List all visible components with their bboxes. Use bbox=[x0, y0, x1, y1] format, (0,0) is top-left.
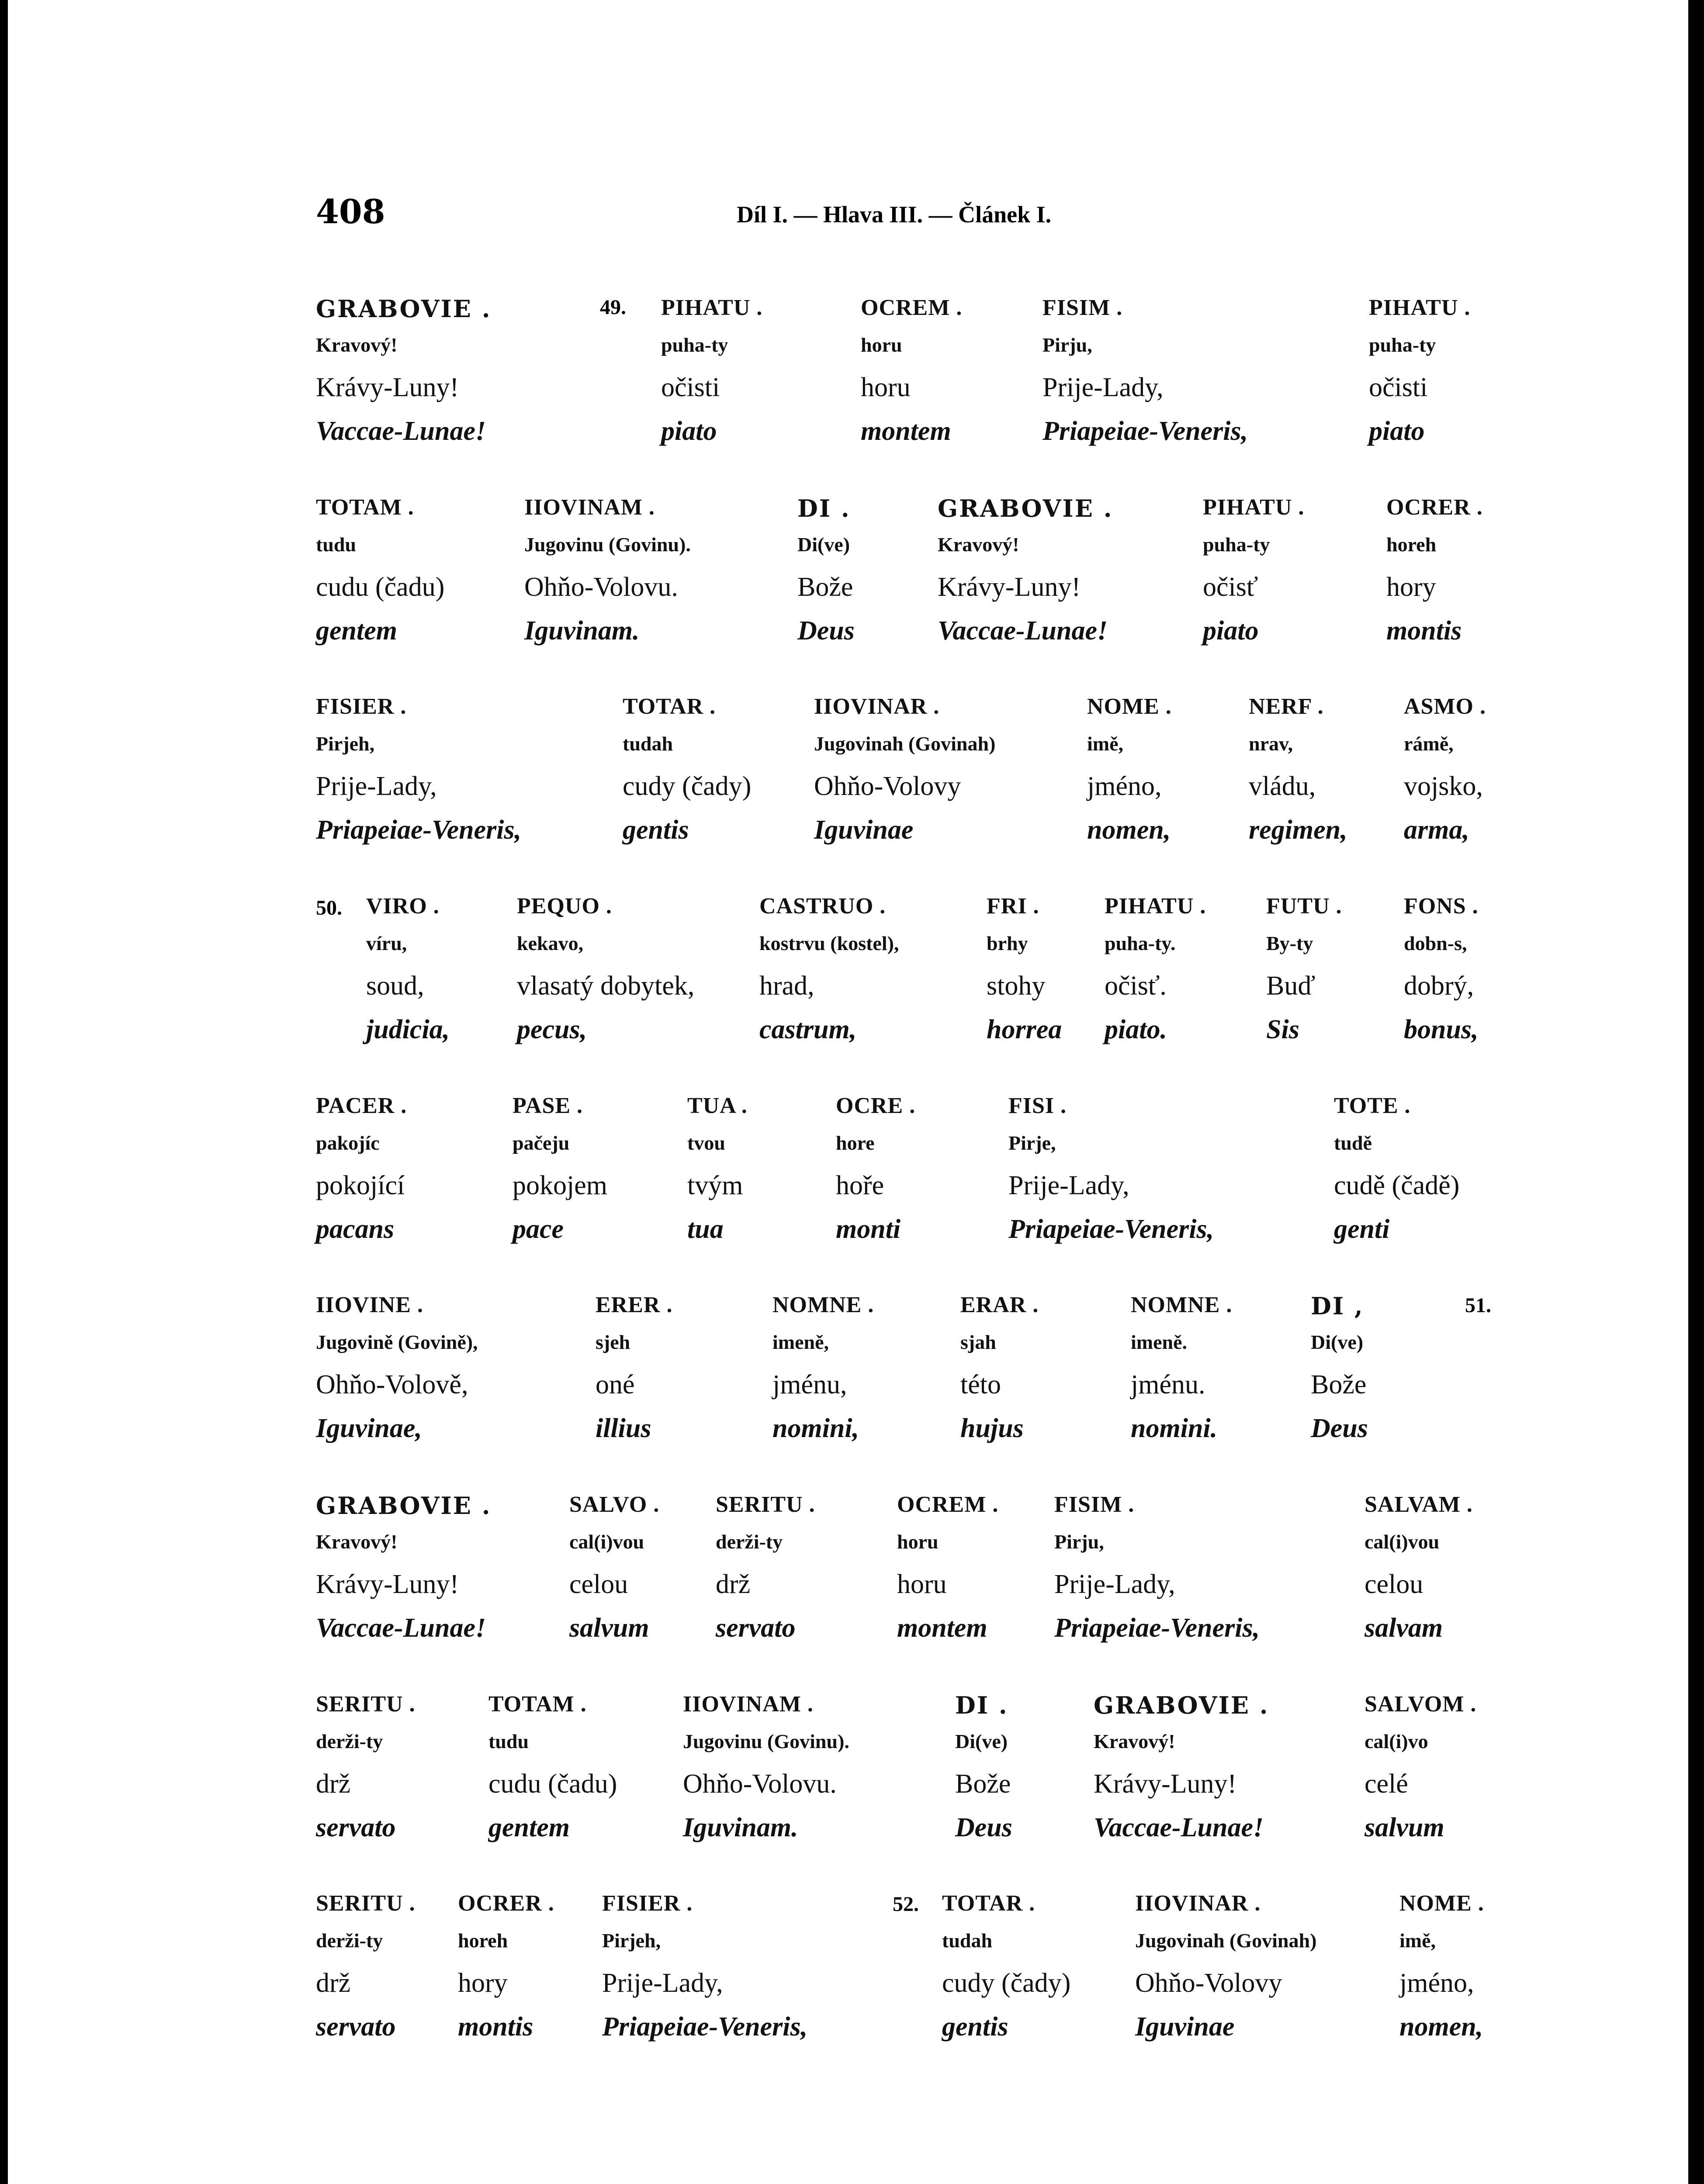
latin-gloss: Priapeiae-Veneris, bbox=[1042, 416, 1248, 446]
transliteration: kostrvu (kostel), bbox=[759, 932, 899, 954]
czech-gloss: oné bbox=[596, 1370, 635, 1400]
transliteration: imě, bbox=[1087, 733, 1124, 755]
czech-gloss: Ohňo-Volově, bbox=[316, 1370, 468, 1400]
transliteration: Kravový! bbox=[1094, 1730, 1175, 1752]
umbrian-word: GRABOVIE . bbox=[1094, 1691, 1269, 1719]
latin-gloss: Vaccae-Lunae! bbox=[316, 1613, 486, 1643]
czech-gloss: Krávy-Luny! bbox=[316, 1569, 459, 1599]
umbrian-word: PASE . bbox=[513, 1093, 583, 1118]
umbrian-word: SALVAM . bbox=[1365, 1492, 1473, 1517]
transliteration: cal(i)vo bbox=[1365, 1730, 1428, 1752]
transliteration: puha-ty bbox=[661, 334, 728, 356]
umbrian-word: NERF . bbox=[1249, 694, 1324, 719]
czech-gloss: horu bbox=[897, 1569, 947, 1599]
transliteration: tudah bbox=[623, 733, 673, 755]
czech-gloss: jménu, bbox=[772, 1370, 847, 1400]
transliteration: By-ty bbox=[1266, 932, 1313, 954]
latin-gloss: gentem bbox=[316, 616, 397, 646]
transliteration: Jugovinu (Govinu). bbox=[683, 1730, 849, 1752]
umbrian-word: TOTAM . bbox=[488, 1692, 587, 1717]
transliteration: Jugovinah (Govinah) bbox=[1135, 1929, 1317, 1952]
umbrian-word: NOMNE . bbox=[1131, 1292, 1233, 1317]
transliteration: Jugovině (Govině), bbox=[316, 1331, 478, 1353]
umbrian-word: DI . bbox=[797, 494, 851, 522]
czech-gloss: této bbox=[960, 1370, 1001, 1400]
czech-gloss: Prije-Lady, bbox=[1042, 373, 1164, 402]
transliteration: pačeju bbox=[513, 1132, 570, 1154]
umbrian-word: SERITU . bbox=[316, 1891, 416, 1916]
latin-gloss: nomini, bbox=[772, 1413, 859, 1443]
transliteration: dobn-s, bbox=[1404, 932, 1467, 954]
umbrian-word: ERER . bbox=[596, 1292, 673, 1317]
latin-gloss: judicia, bbox=[366, 1015, 450, 1044]
umbrian-word: CASTRUO . bbox=[759, 894, 886, 919]
czech-gloss: Ohňo-Volovu. bbox=[524, 572, 678, 602]
czech-gloss: soud, bbox=[366, 971, 424, 1001]
latin-gloss: hujus bbox=[960, 1413, 1024, 1443]
czech-gloss: vojsko, bbox=[1404, 771, 1483, 801]
czech-gloss: Krávy-Luny! bbox=[938, 572, 1081, 602]
czech-gloss: Ohňo-Volovy bbox=[814, 771, 961, 801]
czech-gloss: drž bbox=[316, 1968, 351, 1998]
latin-gloss: Iguvinae, bbox=[316, 1413, 422, 1443]
running-head: Díl I. — Hlava III. — Článek I. bbox=[737, 201, 1052, 228]
umbrian-word: IIOVINAM . bbox=[683, 1692, 814, 1717]
czech-gloss: cudu (čadu) bbox=[488, 1769, 617, 1799]
umbrian-word: SALVOM . bbox=[1365, 1692, 1477, 1717]
page-number: 408 bbox=[316, 192, 385, 231]
transliteration: Kravový! bbox=[316, 334, 398, 356]
latin-gloss: salvum bbox=[1365, 1813, 1444, 1842]
umbrian-word: FISIM . bbox=[1042, 295, 1123, 320]
verse-number: 51. bbox=[1465, 1294, 1491, 1317]
umbrian-word: FISIER . bbox=[316, 694, 407, 719]
czech-gloss: celou bbox=[569, 1569, 628, 1599]
transliteration: Pirju, bbox=[1042, 334, 1092, 356]
latin-gloss: bonus, bbox=[1404, 1015, 1479, 1044]
transliteration: Di(ve) bbox=[797, 533, 850, 556]
czech-gloss: Prije-Lady, bbox=[1008, 1171, 1129, 1200]
latin-gloss: montem bbox=[897, 1613, 987, 1643]
page bbox=[8, 0, 1688, 2184]
umbrian-word: PIHATU . bbox=[661, 295, 763, 320]
umbrian-word: PEQUO . bbox=[517, 894, 612, 919]
transliteration: tudu bbox=[488, 1730, 529, 1752]
latin-gloss: castrum, bbox=[759, 1015, 857, 1044]
czech-gloss: očisť. bbox=[1105, 971, 1167, 1001]
latin-gloss: Deus bbox=[955, 1813, 1012, 1842]
czech-gloss: stohy bbox=[987, 971, 1046, 1001]
umbrian-word: GRABOVIE . bbox=[938, 494, 1113, 522]
czech-gloss: jménu. bbox=[1131, 1370, 1205, 1400]
umbrian-word: ASMO . bbox=[1404, 694, 1486, 719]
latin-gloss: Iguvinae bbox=[1135, 2012, 1235, 2042]
latin-gloss: servato bbox=[316, 2012, 396, 2042]
transliteration: sjeh bbox=[596, 1331, 630, 1353]
latin-gloss: pacans bbox=[316, 1214, 395, 1244]
transliteration: horu bbox=[897, 1531, 939, 1553]
latin-gloss: illius bbox=[596, 1413, 651, 1443]
transliteration: cal(i)vou bbox=[1365, 1531, 1440, 1553]
czech-gloss: Ohňo-Volovu. bbox=[683, 1769, 837, 1799]
transliteration: derži-ty bbox=[316, 1730, 383, 1752]
umbrian-word: ERAR . bbox=[960, 1292, 1039, 1317]
latin-gloss: gentis bbox=[942, 2012, 1008, 2042]
umbrian-word: TOTAR . bbox=[942, 1891, 1036, 1916]
czech-gloss: hory bbox=[458, 1968, 508, 1998]
czech-gloss: horu bbox=[861, 373, 911, 402]
czech-gloss: cudy (čady) bbox=[623, 771, 752, 801]
latin-gloss: montis bbox=[458, 2012, 533, 2042]
umbrian-word: NOMNE . bbox=[772, 1292, 874, 1317]
czech-gloss: očisti bbox=[661, 373, 720, 402]
umbrian-word: VIRO . bbox=[366, 894, 440, 919]
transliteration: Pirje, bbox=[1008, 1132, 1056, 1154]
transliteration: tudě bbox=[1334, 1132, 1372, 1154]
transliteration: puha-ty bbox=[1369, 334, 1436, 356]
latin-gloss: horrea bbox=[987, 1015, 1062, 1044]
latin-gloss: Deus bbox=[797, 616, 855, 646]
transliteration: sjah bbox=[960, 1331, 996, 1353]
latin-gloss: piato bbox=[661, 416, 717, 446]
czech-gloss: Krávy-Luny! bbox=[1094, 1769, 1237, 1799]
umbrian-word: IIOVINAR . bbox=[814, 694, 940, 719]
transliteration: Kravový! bbox=[938, 533, 1019, 556]
umbrian-word: FONS . bbox=[1404, 894, 1479, 919]
umbrian-word: SERITU . bbox=[316, 1692, 416, 1717]
czech-gloss: hoře bbox=[836, 1171, 884, 1200]
latin-gloss: gentem bbox=[488, 1813, 570, 1842]
transliteration: tvou bbox=[687, 1132, 725, 1154]
umbrian-word: TOTE . bbox=[1334, 1093, 1411, 1118]
czech-gloss: očisti bbox=[1369, 373, 1428, 402]
umbrian-word: TUA . bbox=[687, 1093, 748, 1118]
latin-gloss: pace bbox=[513, 1214, 564, 1244]
latin-gloss: servato bbox=[316, 1813, 396, 1842]
latin-gloss: Vaccae-Lunae! bbox=[938, 616, 1108, 646]
transliteration: Pirjeh, bbox=[602, 1929, 661, 1952]
latin-gloss: tua bbox=[687, 1214, 724, 1244]
transliteration: Kravový! bbox=[316, 1531, 398, 1553]
umbrian-word: TOTAM . bbox=[316, 495, 414, 520]
umbrian-word: IIOVINAM . bbox=[524, 495, 655, 520]
czech-gloss: drž bbox=[716, 1569, 751, 1599]
czech-gloss: cudu (čadu) bbox=[316, 572, 445, 602]
czech-gloss: vlasatý dobytek, bbox=[517, 971, 695, 1001]
czech-gloss: jméno, bbox=[1087, 771, 1162, 801]
transliteration: kekavo, bbox=[517, 932, 584, 954]
umbrian-word: PIHATU . bbox=[1203, 495, 1305, 520]
transliteration: horeh bbox=[458, 1929, 508, 1952]
transliteration: Jugovinu (Govinu). bbox=[524, 533, 691, 556]
czech-gloss: Prije-Lady, bbox=[316, 771, 437, 801]
czech-gloss: drž bbox=[316, 1769, 351, 1799]
transliteration: horu bbox=[861, 334, 902, 356]
czech-gloss: cudy (čady) bbox=[942, 1968, 1071, 1998]
czech-gloss: cudě (čadě) bbox=[1334, 1171, 1460, 1200]
umbrian-word: FUTU . bbox=[1266, 894, 1342, 919]
latin-gloss: regimen, bbox=[1249, 815, 1347, 845]
czech-gloss: Krávy-Luny! bbox=[316, 373, 459, 402]
transliteration: imeně, bbox=[772, 1331, 829, 1353]
transliteration: derži-ty bbox=[316, 1929, 383, 1952]
umbrian-word: SERITU . bbox=[716, 1492, 815, 1517]
czech-gloss: pokojící bbox=[316, 1171, 405, 1200]
umbrian-word: PACER . bbox=[316, 1093, 407, 1118]
latin-gloss: Iguvinam. bbox=[524, 616, 640, 646]
czech-gloss: Bože bbox=[1311, 1370, 1367, 1400]
umbrian-word: IIOVINAR . bbox=[1135, 1891, 1261, 1916]
transliteration: Di(ve) bbox=[955, 1730, 1008, 1752]
czech-gloss: Prije-Lady, bbox=[1054, 1569, 1175, 1599]
latin-gloss: Iguvinam. bbox=[683, 1813, 798, 1842]
latin-gloss: Vaccae-Lunae! bbox=[1094, 1813, 1264, 1842]
umbrian-word: OCRER . bbox=[458, 1891, 554, 1916]
czech-gloss: hory bbox=[1386, 572, 1436, 602]
latin-gloss: nomen, bbox=[1399, 2012, 1483, 2042]
umbrian-word: PIHATU . bbox=[1369, 295, 1471, 320]
transliteration: nrav, bbox=[1249, 733, 1293, 755]
umbrian-word: OCRE . bbox=[836, 1093, 916, 1118]
transliteration: brhy bbox=[987, 932, 1028, 954]
umbrian-word: FISI . bbox=[1008, 1093, 1067, 1118]
transliteration: rámě, bbox=[1404, 733, 1454, 755]
latin-gloss: pecus, bbox=[517, 1015, 587, 1044]
latin-gloss: Priapeiae-Veneris, bbox=[602, 2012, 808, 2042]
transliteration: Di(ve) bbox=[1311, 1331, 1364, 1353]
verse-number: 49. bbox=[600, 296, 626, 319]
transliteration: pakojíc bbox=[316, 1132, 380, 1154]
czech-gloss: celé bbox=[1365, 1769, 1408, 1799]
umbrian-word: NOME . bbox=[1399, 1891, 1484, 1916]
czech-gloss: očisť bbox=[1203, 572, 1258, 602]
transliteration: tudah bbox=[942, 1929, 993, 1952]
latin-gloss: Vaccae-Lunae! bbox=[316, 416, 486, 446]
transliteration: puha-ty bbox=[1203, 533, 1270, 556]
transliteration: imě, bbox=[1399, 1929, 1436, 1952]
umbrian-word: IIOVINE . bbox=[316, 1292, 423, 1317]
umbrian-word: OCREM . bbox=[897, 1492, 999, 1517]
latin-gloss: piato bbox=[1203, 616, 1259, 646]
transliteration: horeh bbox=[1386, 533, 1437, 556]
czech-gloss: Bože bbox=[797, 572, 853, 602]
czech-gloss: pokojem bbox=[513, 1171, 607, 1200]
latin-gloss: piato bbox=[1369, 416, 1425, 446]
latin-gloss: nomini. bbox=[1131, 1413, 1218, 1443]
umbrian-word: FISIM . bbox=[1054, 1492, 1135, 1517]
umbrian-word: DI . bbox=[955, 1691, 1008, 1719]
verse-number: 50. bbox=[316, 896, 342, 919]
verse-number: 52. bbox=[893, 1893, 919, 1916]
czech-gloss: celou bbox=[1365, 1569, 1423, 1599]
czech-gloss: dobrý, bbox=[1404, 971, 1474, 1001]
czech-gloss: Buď bbox=[1266, 971, 1316, 1001]
transliteration: hore bbox=[836, 1132, 875, 1154]
transliteration: víru, bbox=[366, 932, 407, 954]
latin-gloss: genti bbox=[1334, 1214, 1390, 1244]
latin-gloss: Priapeiae-Veneris, bbox=[1008, 1214, 1214, 1244]
transliteration: derži-ty bbox=[716, 1531, 783, 1553]
umbrian-word: OCRER . bbox=[1386, 495, 1483, 520]
latin-gloss: Priapeiae-Veneris, bbox=[316, 815, 522, 845]
transliteration: Jugovinah (Govinah) bbox=[814, 733, 996, 755]
czech-gloss: jméno, bbox=[1399, 1968, 1474, 1998]
czech-gloss: hrad, bbox=[759, 971, 814, 1001]
transliteration: puha-ty. bbox=[1105, 932, 1176, 954]
umbrian-word: GRABOVIE . bbox=[316, 1492, 492, 1520]
latin-gloss: montis bbox=[1386, 616, 1462, 646]
umbrian-word: DI , bbox=[1311, 1292, 1364, 1320]
umbrian-word: TOTAR . bbox=[623, 694, 716, 719]
latin-gloss: piato. bbox=[1105, 1015, 1167, 1044]
umbrian-word: FRI . bbox=[987, 894, 1039, 919]
transliteration: tudu bbox=[316, 533, 357, 556]
latin-gloss: monti bbox=[836, 1214, 901, 1244]
czech-gloss: tvým bbox=[687, 1171, 743, 1200]
latin-gloss: gentis bbox=[623, 815, 689, 845]
umbrian-word: OCREM . bbox=[861, 295, 963, 320]
transliteration: Pirjeh, bbox=[316, 733, 375, 755]
latin-gloss: Priapeiae-Veneris, bbox=[1054, 1613, 1260, 1643]
transliteration: Pirju, bbox=[1054, 1531, 1104, 1553]
umbrian-word: GRABOVIE . bbox=[316, 295, 492, 323]
latin-gloss: arma, bbox=[1404, 815, 1469, 845]
umbrian-word: SALVO . bbox=[569, 1492, 660, 1517]
latin-gloss: Iguvinae bbox=[814, 815, 914, 845]
transliteration: imeně. bbox=[1131, 1331, 1188, 1353]
latin-gloss: montem bbox=[861, 416, 951, 446]
czech-gloss: Ohňo-Volovy bbox=[1135, 1968, 1282, 1998]
latin-gloss: nomen, bbox=[1087, 815, 1171, 845]
umbrian-word: FISIER . bbox=[602, 1891, 693, 1916]
latin-gloss: servato bbox=[716, 1613, 796, 1643]
latin-gloss: salvam bbox=[1365, 1613, 1443, 1643]
transliteration: cal(i)vou bbox=[569, 1531, 644, 1553]
umbrian-word: NOME . bbox=[1087, 694, 1172, 719]
latin-gloss: Deus bbox=[1311, 1413, 1368, 1443]
umbrian-word: PIHATU . bbox=[1105, 894, 1206, 919]
czech-gloss: vládu, bbox=[1249, 771, 1316, 801]
latin-gloss: Sis bbox=[1266, 1015, 1299, 1044]
czech-gloss: Bože bbox=[955, 1769, 1011, 1799]
latin-gloss: salvum bbox=[569, 1613, 649, 1643]
czech-gloss: Prije-Lady, bbox=[602, 1968, 723, 1998]
